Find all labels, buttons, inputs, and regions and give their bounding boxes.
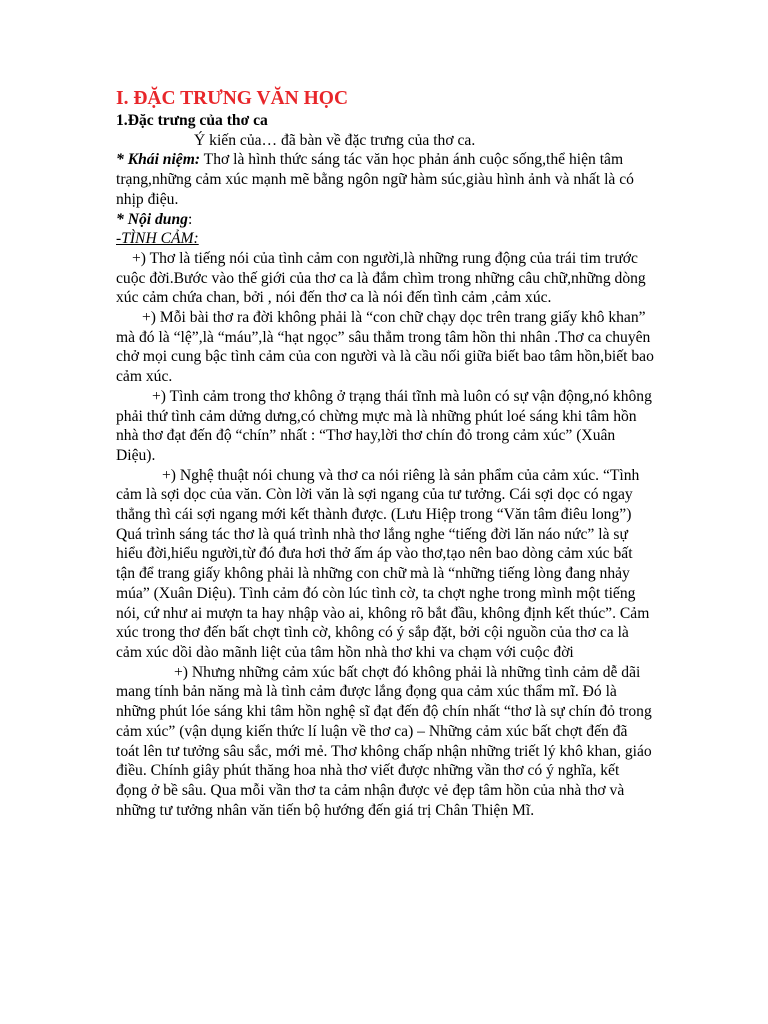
definition-paragraph [116, 150, 654, 209]
content-colon: : [187, 210, 193, 228]
content-heading [116, 210, 654, 230]
section-heading: I. ĐẶC TRƯNG VĂN HỌC [116, 88, 349, 109]
content-label: * Nội dung [116, 210, 188, 228]
document-body [116, 87, 654, 820]
paragraph-5: +) Nhưng những cảm xúc bất chợt đó không phải là những tình cảm dễ dãi mang tính bản năng mà là tình cảm được lắng đọng qua cảm xúc thẩm mĩ. Đó là những phút lóe sáng khi tâm hồn nghệ sĩ đạt đến độ chín nhất “thơ là sự chín đỏ trong cảm xúc” (vận dụng kiến thức lí luận về thơ ca) – Những cảm xúc bất chợt đến đã toát lên tư tưởng sâu sắc, mới mẻ. Thơ không chấp nhận những triết lý khô khan, giáo điều. Chính giây phút thăng hoa nhà thơ viết được những vần thơ có ý nghĩa, kết đọng ở bề sâu. Qua mỗi vần thơ ta cảm nhận được vẻ đẹp tâm hồn của nhà thơ và những tư tưởng nhân văn tiến bộ hướng đến giá trị Chân Thiện Mĩ. [116, 663, 652, 819]
definition-text: Thơ là hình thức sáng tác văn học phản ánh cuộc sống,thể hiện tâm trạng,những cảm xúc mạnh mẽ bằng ngôn ngữ hàm súc,giàu hình ảnh và nhất là có nhịp điệu. [116, 151, 634, 208]
intro-line: Ý kiến của… đã bàn về đặc trưng của thơ ca. [194, 131, 476, 149]
emotion-heading: -TÌNH CẢM: [116, 230, 199, 248]
definition-label: * Khái niệm: [116, 151, 201, 169]
paragraph-1: +) Thơ là tiếng nói của tình cảm con người,là những rung động của trái tim trước cuộc đời.Bước vào thế giới của thơ ca là đắm chìm trong những câu chữ,những dòng xúc cảm chứa chan, bởi , nói đến thơ ca là nói đến tình cảm ,cảm xúc. [116, 249, 646, 307]
subsection-heading: 1.Đặc trưng của thơ ca [116, 112, 268, 129]
paragraph-2: +) Mỗi bài thơ ra đời không phải là “con chữ chạy dọc trên trang giấy khô khan” mà đó là “lệ”,là “máu”,là “hạt ngọc” sâu thẳm trong tâm hồn thi nhân .Thơ ca chuyên chở mọi cung bậc tình cảm của con người và là cầu nối giữa biết bao tâm hồn,biết bao cảm xúc. [116, 309, 654, 386]
paragraph-4: +) Nghệ thuật nói chung và thơ ca nói riêng là sản phẩm của cảm xúc. “Tình cảm là sợi dọc của văn. Còn lời văn là sợi ngang của tư tưởng. Cái sợi dọc có ngay thẳng thì cái sợi ngang mới kết thành được. (Lưu Hiệp trong “Văn tâm điêu long”) Quá trình sáng tác thơ là quá trình nhà thơ lắng nghe “tiếng đời lăn náo nức” là sự hiểu đời,hiểu người,từ đó đưa hơi thở ấm áp vào thơ,tạo nên bao dòng cảm xúc bất tận để trang giấy không phải là những con chữ mà là “những tiếng lòng đang nhảy múa” (Xuân Diệu). Tình cảm đó còn lúc tình cờ, ta chợt nghe trong mình một tiếng nói, cứ như ai mượn ta hay nhập vào ai, không rõ bắt đầu, không định kết thúc”. Cảm xúc trong thơ đến bất chợt tình cờ, không có ý sắp đặt, bởi cội nguồn của thơ ca là cảm xúc dồi dào mãnh liệt của tâm hồn nhà thơ khi va chạm với cuộc đời [116, 466, 650, 661]
paragraph-3: +) Tình cảm trong thơ không ở trạng thái tĩnh mà luôn có sự vận động,nó không phải thứ tình cảm dửng dưng,có chừng mực mà là những phút loé sáng khi tâm hồn nhà thơ đạt đến độ “chín” nhất : “Thơ hay,lời thơ chín đỏ trong cảm xúc” (Xuân Diệu). [116, 387, 652, 464]
